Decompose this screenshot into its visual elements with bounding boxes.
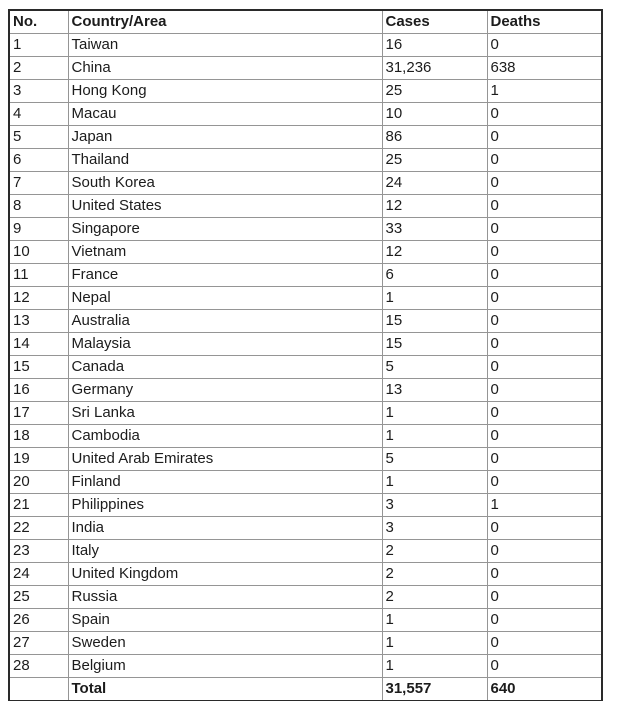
row-number-cell: 26: [9, 609, 68, 632]
deaths-cell: 0: [487, 126, 602, 149]
total-empty-cell: [9, 678, 68, 702]
deaths-cell: 0: [487, 172, 602, 195]
deaths-cell: 0: [487, 333, 602, 356]
cases-cell: 86: [382, 126, 487, 149]
row-number-cell: 10: [9, 241, 68, 264]
row-number-cell: 27: [9, 632, 68, 655]
country-cell: Cambodia: [68, 425, 382, 448]
row-number-cell: 6: [9, 149, 68, 172]
table-row: [9, 494, 602, 517]
country-cell: Sweden: [68, 632, 382, 655]
cases-cell: 16: [382, 34, 487, 57]
cases-cell: 15: [382, 310, 487, 333]
deaths-cell: 0: [487, 517, 602, 540]
table-row: [9, 632, 602, 655]
table-header: [9, 10, 602, 34]
row-number-cell: 11: [9, 264, 68, 287]
country-cell: Germany: [68, 379, 382, 402]
cases-cell: 5: [382, 448, 487, 471]
deaths-cell: 0: [487, 195, 602, 218]
cases-cell: 1: [382, 609, 487, 632]
cases-cell: 10: [382, 103, 487, 126]
country-cell: South Korea: [68, 172, 382, 195]
row-number-cell: 22: [9, 517, 68, 540]
country-cell: Sri Lanka: [68, 402, 382, 425]
table-row: [9, 57, 602, 80]
country-cell: Singapore: [68, 218, 382, 241]
table-row: [9, 264, 602, 287]
country-cell: United States: [68, 195, 382, 218]
row-number-cell: 20: [9, 471, 68, 494]
country-cell: Vietnam: [68, 241, 382, 264]
country-cell: Australia: [68, 310, 382, 333]
cases-cell: 12: [382, 195, 487, 218]
cases-cell: 3: [382, 494, 487, 517]
deaths-cell: 0: [487, 586, 602, 609]
cases-cell: 24: [382, 172, 487, 195]
table-row: [9, 149, 602, 172]
table-row: [9, 609, 602, 632]
country-cell: Italy: [68, 540, 382, 563]
bottom-strip: [0, 701, 623, 725]
table-row: [9, 333, 602, 356]
total-row: [9, 678, 602, 702]
row-number-cell: 3: [9, 80, 68, 103]
country-cell: India: [68, 517, 382, 540]
header-country: Country/Area: [68, 10, 382, 34]
table-row: [9, 655, 602, 678]
cases-cell: 5: [382, 356, 487, 379]
deaths-cell: 0: [487, 471, 602, 494]
row-number-cell: 28: [9, 655, 68, 678]
cases-cell: 2: [382, 563, 487, 586]
row-number-cell: 15: [9, 356, 68, 379]
row-number-cell: 5: [9, 126, 68, 149]
table-row: [9, 126, 602, 149]
deaths-cell: 0: [487, 448, 602, 471]
country-cell: Nepal: [68, 287, 382, 310]
cases-cell: 25: [382, 80, 487, 103]
table-row: [9, 356, 602, 379]
cases-cell: 31,236: [382, 57, 487, 80]
row-number-cell: 25: [9, 586, 68, 609]
deaths-cell: 0: [487, 34, 602, 57]
deaths-cell: 0: [487, 655, 602, 678]
country-cell: Malaysia: [68, 333, 382, 356]
table-row: [9, 287, 602, 310]
deaths-cell: 0: [487, 287, 602, 310]
table-row: [9, 241, 602, 264]
cases-cell: 33: [382, 218, 487, 241]
deaths-cell: 0: [487, 241, 602, 264]
country-cell: United Arab Emirates: [68, 448, 382, 471]
cases-by-country-table: [8, 9, 603, 702]
row-number-cell: 2: [9, 57, 68, 80]
deaths-cell: 0: [487, 402, 602, 425]
cases-cell: 2: [382, 540, 487, 563]
country-cell: Taiwan: [68, 34, 382, 57]
cases-cell: 6: [382, 264, 487, 287]
total-cases-cell: 31,557: [382, 678, 487, 702]
country-cell: United Kingdom: [68, 563, 382, 586]
country-cell: Macau: [68, 103, 382, 126]
country-cell: Belgium: [68, 655, 382, 678]
table-row: [9, 448, 602, 471]
deaths-cell: 0: [487, 103, 602, 126]
country-cell: Philippines: [68, 494, 382, 517]
table-row: [9, 563, 602, 586]
table-row: [9, 34, 602, 57]
table-row: [9, 586, 602, 609]
deaths-cell: 0: [487, 425, 602, 448]
deaths-cell: 1: [487, 494, 602, 517]
country-cell: Spain: [68, 609, 382, 632]
row-number-cell: 19: [9, 448, 68, 471]
table-row: [9, 218, 602, 241]
row-number-cell: 13: [9, 310, 68, 333]
cases-cell: 1: [382, 655, 487, 678]
total-deaths-cell: 640: [487, 678, 602, 702]
header-row: [9, 10, 602, 34]
country-cell: Thailand: [68, 149, 382, 172]
table-row: [9, 103, 602, 126]
table-row: [9, 425, 602, 448]
cases-cell: 2: [382, 586, 487, 609]
row-number-cell: 4: [9, 103, 68, 126]
table-row: [9, 379, 602, 402]
deaths-cell: 0: [487, 609, 602, 632]
row-number-cell: 9: [9, 218, 68, 241]
cases-cell: 15: [382, 333, 487, 356]
deaths-cell: 0: [487, 218, 602, 241]
table-row: [9, 80, 602, 103]
table-row: [9, 172, 602, 195]
row-number-cell: 21: [9, 494, 68, 517]
total-label-cell: Total: [68, 678, 382, 702]
country-cell: Japan: [68, 126, 382, 149]
row-number-cell: 8: [9, 195, 68, 218]
cases-cell: 1: [382, 471, 487, 494]
cases-cell: 3: [382, 517, 487, 540]
deaths-cell: 0: [487, 310, 602, 333]
country-cell: China: [68, 57, 382, 80]
row-number-cell: 18: [9, 425, 68, 448]
deaths-cell: 638: [487, 57, 602, 80]
deaths-cell: 1: [487, 80, 602, 103]
country-cell: Canada: [68, 356, 382, 379]
header-no: No.: [9, 10, 68, 34]
header-deaths: Deaths: [487, 10, 602, 34]
cases-cell: 13: [382, 379, 487, 402]
row-number-cell: 24: [9, 563, 68, 586]
table-row: [9, 195, 602, 218]
row-number-cell: 7: [9, 172, 68, 195]
deaths-cell: 0: [487, 264, 602, 287]
row-number-cell: 23: [9, 540, 68, 563]
deaths-cell: 0: [487, 540, 602, 563]
deaths-cell: 0: [487, 632, 602, 655]
cases-cell: 1: [382, 402, 487, 425]
table-row: [9, 471, 602, 494]
country-cell: Russia: [68, 586, 382, 609]
row-number-cell: 1: [9, 34, 68, 57]
header-cases: Cases: [382, 10, 487, 34]
cases-cell: 12: [382, 241, 487, 264]
country-cell: Finland: [68, 471, 382, 494]
deaths-cell: 0: [487, 356, 602, 379]
country-cell: Hong Kong: [68, 80, 382, 103]
country-cell: France: [68, 264, 382, 287]
table-row: [9, 517, 602, 540]
table-footer: [9, 678, 602, 702]
cases-cell: 1: [382, 287, 487, 310]
table-body: [9, 34, 602, 678]
row-number-cell: 12: [9, 287, 68, 310]
cases-cell: 1: [382, 425, 487, 448]
row-number-cell: 14: [9, 333, 68, 356]
table-row: [9, 540, 602, 563]
deaths-cell: 0: [487, 379, 602, 402]
cases-cell: 1: [382, 632, 487, 655]
deaths-cell: 0: [487, 149, 602, 172]
row-number-cell: 16: [9, 379, 68, 402]
table-row: [9, 402, 602, 425]
table-row: [9, 310, 602, 333]
deaths-cell: 0: [487, 563, 602, 586]
cases-cell: 25: [382, 149, 487, 172]
row-number-cell: 17: [9, 402, 68, 425]
